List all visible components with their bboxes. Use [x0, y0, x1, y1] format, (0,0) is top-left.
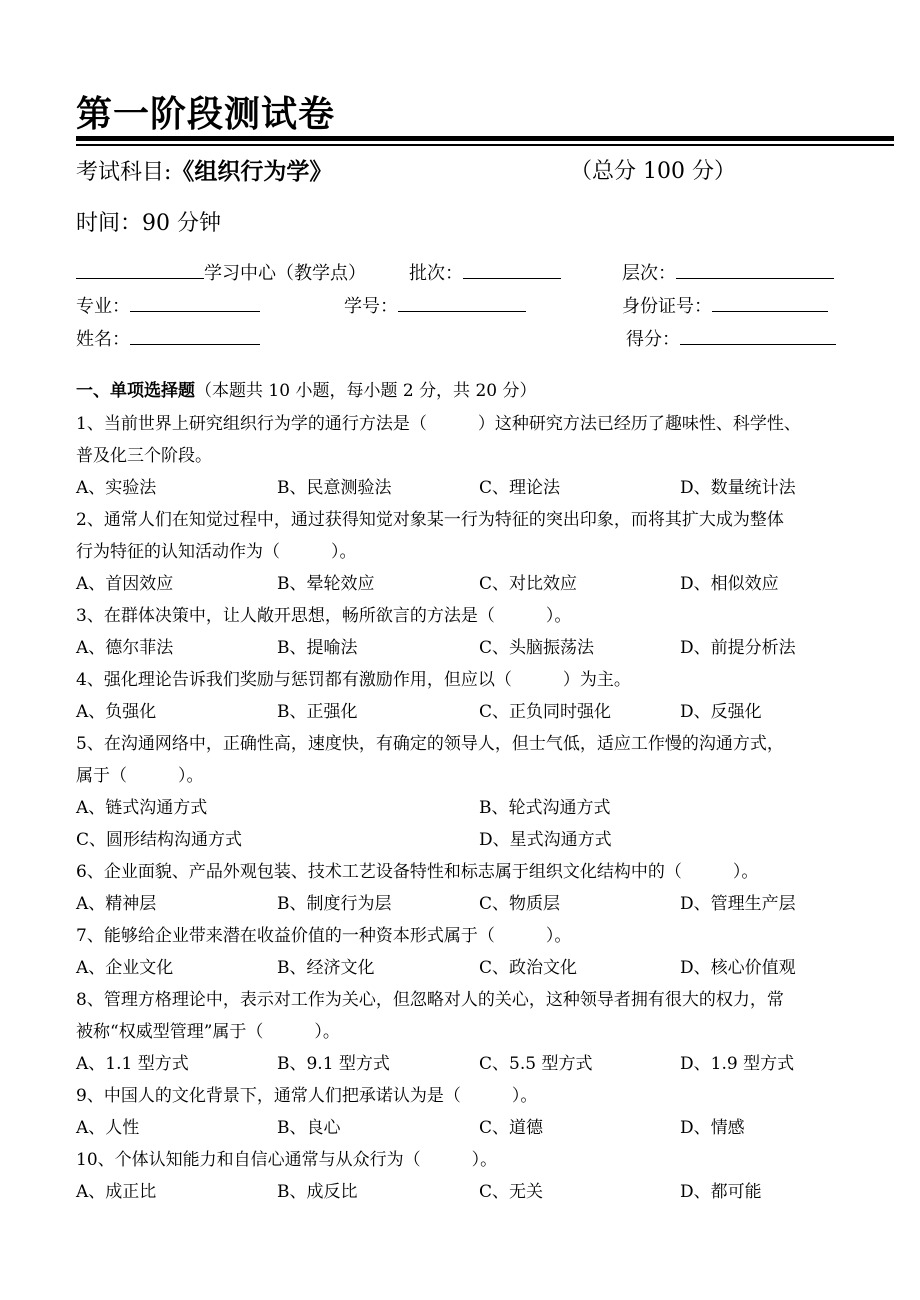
- score-blank[interactable]: [680, 322, 836, 345]
- exam-subject: [76, 155, 332, 190]
- id-no-label: 身份证号：: [622, 296, 712, 317]
- question-9-option-b: B、良心: [277, 1118, 341, 1138]
- question-9-option-a: A、人性: [76, 1118, 140, 1138]
- name-label: 姓名：: [76, 329, 130, 350]
- title-rule-thick: [76, 136, 894, 141]
- page-title: 第一阶段测试卷: [76, 94, 336, 135]
- question-1-option-d: D、数量统计法: [680, 478, 796, 498]
- question-5-option-c: C、圆形结构沟通方式: [76, 830, 243, 850]
- question-7-option-a: A、企业文化: [76, 958, 174, 978]
- question-3-line-1: 3、在群体决策中，让人敞开思想，畅所欲言的方法是（ ）。: [76, 606, 572, 626]
- question-9-option-c: C、道德: [479, 1118, 544, 1138]
- id-no-field: [622, 289, 828, 322]
- question-8-option-a: A、1.1 型方式: [76, 1054, 189, 1074]
- center-blank[interactable]: [76, 256, 204, 279]
- batch-label: 批次：: [409, 263, 463, 284]
- center-label: 学习中心（教学点）: [204, 263, 366, 284]
- question-10-option-a: A、成正比: [76, 1182, 157, 1202]
- student-no-blank[interactable]: [398, 289, 526, 312]
- student-no-label: 学号：: [344, 296, 398, 317]
- id-no-blank[interactable]: [712, 289, 828, 312]
- question-10-option-d: D、都可能: [680, 1182, 762, 1202]
- section-heading: [76, 376, 537, 406]
- question-8-option-c: C、5.5 型方式: [479, 1054, 593, 1074]
- question-5-line-1: 5、在沟通网络中，正确性高，速度快，有确定的领导人，但士气低，适应工作慢的沟通方式，: [76, 734, 784, 754]
- exam-duration: 时间：90 分钟: [76, 211, 221, 236]
- batch-blank[interactable]: [463, 256, 561, 279]
- question-5-option-d: D、星式沟通方式: [479, 830, 612, 850]
- level-blank[interactable]: [676, 256, 834, 279]
- batch-field: [409, 256, 561, 289]
- question-3-option-d: D、前提分析法: [680, 638, 796, 658]
- name-blank[interactable]: [130, 322, 260, 345]
- question-3-option-a: A、德尔菲法: [76, 638, 174, 658]
- level-field: [622, 256, 834, 289]
- question-8-line-2: 被称“权威型管理”属于（ ）。: [76, 1022, 340, 1042]
- question-4-option-c: C、正负同时强化: [479, 702, 612, 722]
- question-9-line-1: 9、中国人的文化背景下，通常人们把承诺认为是（ ）。: [76, 1086, 538, 1106]
- question-5-option-b: B、轮式沟通方式: [479, 798, 611, 818]
- question-8-option-b: B、9.1 型方式: [277, 1054, 390, 1074]
- question-3-option-b: B、提喻法: [277, 638, 358, 658]
- level-label: 层次：: [622, 263, 676, 284]
- question-7-option-c: C、政治文化: [479, 958, 578, 978]
- question-10-option-b: B、成反比: [277, 1182, 358, 1202]
- question-6-option-a: A、精神层: [76, 894, 157, 914]
- question-4-option-a: A、负强化: [76, 702, 157, 722]
- question-10-line-1: 10、个体认知能力和自信心通常与从众行为（ ）。: [76, 1150, 498, 1170]
- question-5-option-a: A、链式沟通方式: [76, 798, 208, 818]
- question-1-option-a: A、实验法: [76, 478, 157, 498]
- score-label: 得分：: [626, 329, 680, 350]
- question-1-line-2: 普及化三个阶段。: [76, 446, 212, 466]
- center-field: [76, 256, 366, 289]
- question-4-option-d: D、反强化: [680, 702, 762, 722]
- question-6-line-1: 6、企业面貌、产品外观包装、技术工艺设备特性和标志属于组织文化结构中的（ ）。: [76, 862, 759, 882]
- student-no-field: [344, 289, 526, 322]
- name-field: [76, 322, 260, 355]
- question-3-option-c: C、头脑振荡法: [479, 638, 595, 658]
- major-field: [76, 289, 260, 322]
- question-6-option-c: C、物质层: [479, 894, 561, 914]
- question-2-option-a: A、首因效应: [76, 574, 174, 594]
- question-4-line-1: 4、强化理论告诉我们奖励与惩罚都有激励作用，但应以（ ）为主。: [76, 670, 631, 690]
- score-field: [626, 322, 836, 355]
- question-2-option-b: B、晕轮效应: [277, 574, 375, 594]
- question-7-option-b: B、经济文化: [277, 958, 375, 978]
- question-6-option-d: D、管理生产层: [680, 894, 796, 914]
- question-2-option-d: D、相似效应: [680, 574, 779, 594]
- question-4-option-b: B、正强化: [277, 702, 358, 722]
- section-note: （本题共 10 小题，每小题 2 分，共 20 分）: [195, 381, 537, 401]
- question-10-option-c: C、无关: [479, 1182, 544, 1202]
- question-8-line-1: 8、管理方格理论中，表示对工作为关心，但忽略对人的关心，这种领导者拥有很大的权力，常: [76, 990, 784, 1010]
- major-blank[interactable]: [130, 289, 260, 312]
- question-8-option-d: D、1.9 型方式: [680, 1054, 795, 1074]
- question-7-line-1: 7、能够给企业带来潜在收益价值的一种资本形式属于（ ）。: [76, 926, 572, 946]
- section-title: 一、单项选择题: [76, 381, 195, 401]
- question-1-option-c: C、理论法: [479, 478, 561, 498]
- question-9-option-d: D、情感: [680, 1118, 745, 1138]
- question-2-line-2: 行为特征的认知活动作为（ ）。: [76, 542, 357, 562]
- subject-label: 考试科目:: [76, 160, 172, 185]
- question-2-option-c: C、对比效应: [479, 574, 578, 594]
- major-label: 专业：: [76, 296, 130, 317]
- total-score: （总分 100 分）: [570, 159, 736, 184]
- question-7-option-d: D、核心价值观: [680, 958, 796, 978]
- question-1-option-b: B、民意测验法: [277, 478, 392, 498]
- question-6-option-b: B、制度行为层: [277, 894, 392, 914]
- question-5-line-2: 属于（ ）。: [76, 766, 204, 786]
- subject-name: 《组织行为学》: [171, 159, 333, 185]
- question-1-line-1: 1、当前世界上研究组织行为学的通行方法是（ ）这种研究方法已经历了趣味性、科学性、: [76, 414, 801, 434]
- question-2-line-1: 2、通常人们在知觉过程中，通过获得知觉对象某一行为特征的突出印象，而将其扩大成为整体: [76, 510, 784, 530]
- title-rule-thin: [76, 144, 894, 146]
